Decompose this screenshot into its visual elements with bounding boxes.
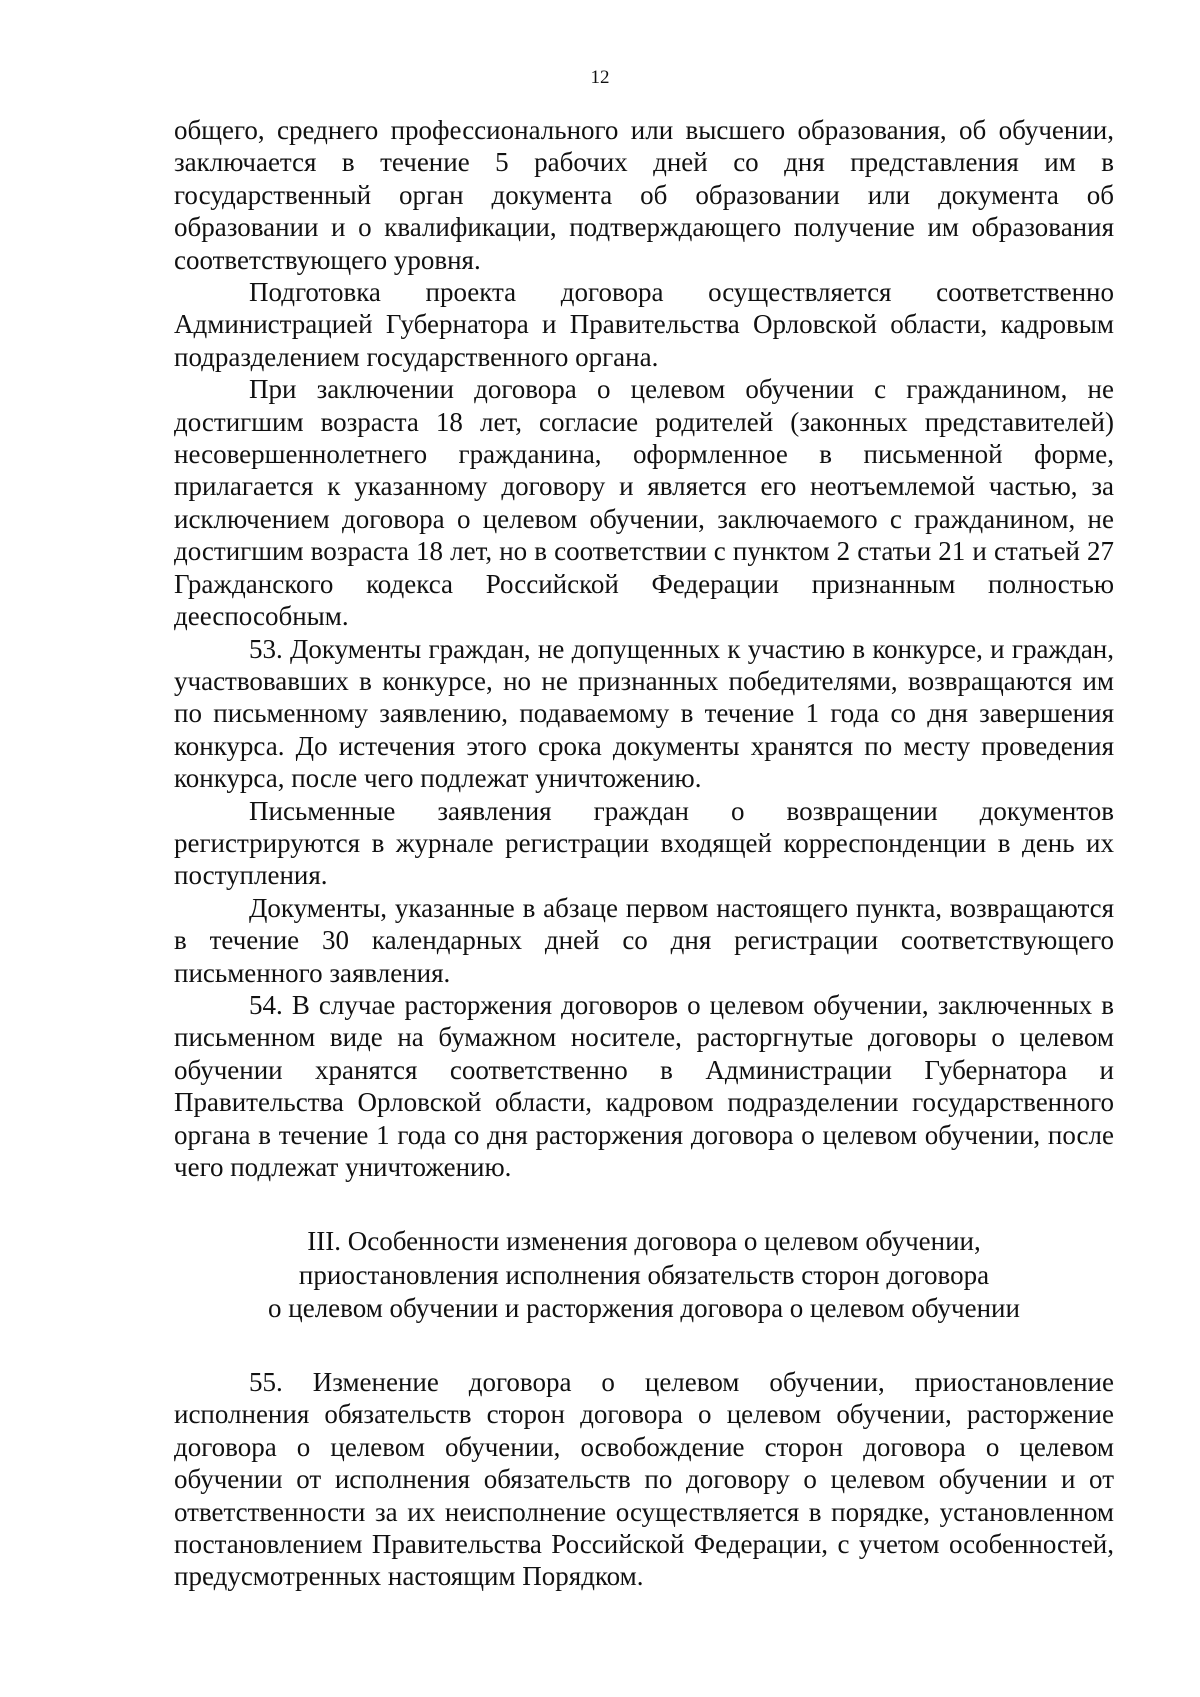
section-heading-line: о целевом обучении и расторжения договора о целевом обучении (268, 1293, 1020, 1324)
section-heading (174, 1225, 1114, 1326)
paragraph-item-55: 55. Изменение договора о целевом обучении, приостановление исполнения обязательств сторон договора о целевом обучении, расторжение договора о целевом обучении, освобождение сторон договора о целевом обучении от исполнения обязательств по договору о целевом обучении и от ответственности за их неисполнение осуществляется в порядке, установленном постановлением Правительства Российской Федерации, с учетом особенностей, предусмотренных настоящим Порядком. (174, 1366, 1114, 1592)
section-heading-line: III. Особенности изменения договора о целевом обучении, (307, 1226, 981, 1257)
paragraph: Письменные заявления граждан о возвращении документов регистрируются в журнале регистрации входящей корреспонденции в день их поступления. (174, 795, 1114, 891)
paragraph-item-54: 54. В случае расторжения договоров о целевом обучении, заключенных в письменном виде на бумажном носителе, расторгнутые договоры о целевом обучении хранятся соответственно в Администрации Губернатора и Правительства Орловской области, кадровом подразделении государственного органа в течение 1 года со дня расторжения договора о целевом обучении, после чего подлежат уничтожению. (174, 989, 1114, 1182)
paragraph: Подготовка проекта договора осуществляется соответственно Администрацией Губернатора и Правительства Орловской области, кадровым подразделением государственного органа. (174, 277, 1114, 372)
document-body (174, 114, 1114, 1593)
paragraph: общего, среднего профессионального или высшего образования, об обучении, заключается в течение 5 рабочих дней со дня представления им в государственный орган документа об образовании или документа об образовании и о квалификации, подтверждающего получение им образования соответствующего уровня. (174, 115, 1114, 275)
paragraph: При заключении договора о целевом обучении с гражданином, не достигшим возраста 18 лет, согласие родителей (законных представителей) несовершеннолетнего гражданина, оформленное в письменной форме, прилагается к указанному договору и является его неотъемлемой частью, за исключением договора о целевом обучении, заключаемого с гражданином, не достигшим возраста 18 лет, но в соответствии с пунктом 2 статьи 21 и статьей 27 Гражданского кодекса Российской Федерации признанным полностью дееспособным. (174, 374, 1114, 632)
page-number: 12 (590, 67, 610, 88)
section-heading-line: приостановления исполнения обязательств сторон договора (298, 1259, 990, 1290)
paragraph-item-53: 53. Документы граждан, не допущенных к участию в конкурсе, и граждан, участвовавших в конкурсе, но не признанных победителями, возвращаются им по письменному заявлению, подаваемому в течение 1 года со дня завершения конкурса. До истечения этого срока документы хранятся по месту проведения конкурса, после чего подлежат уничтожению. (174, 633, 1114, 794)
paragraph: Документы, указанные в абзаце первом настоящего пункта, возвращаются в течение 30 календарных дней со дня регистрации соответствующего письменного заявления. (174, 892, 1114, 988)
